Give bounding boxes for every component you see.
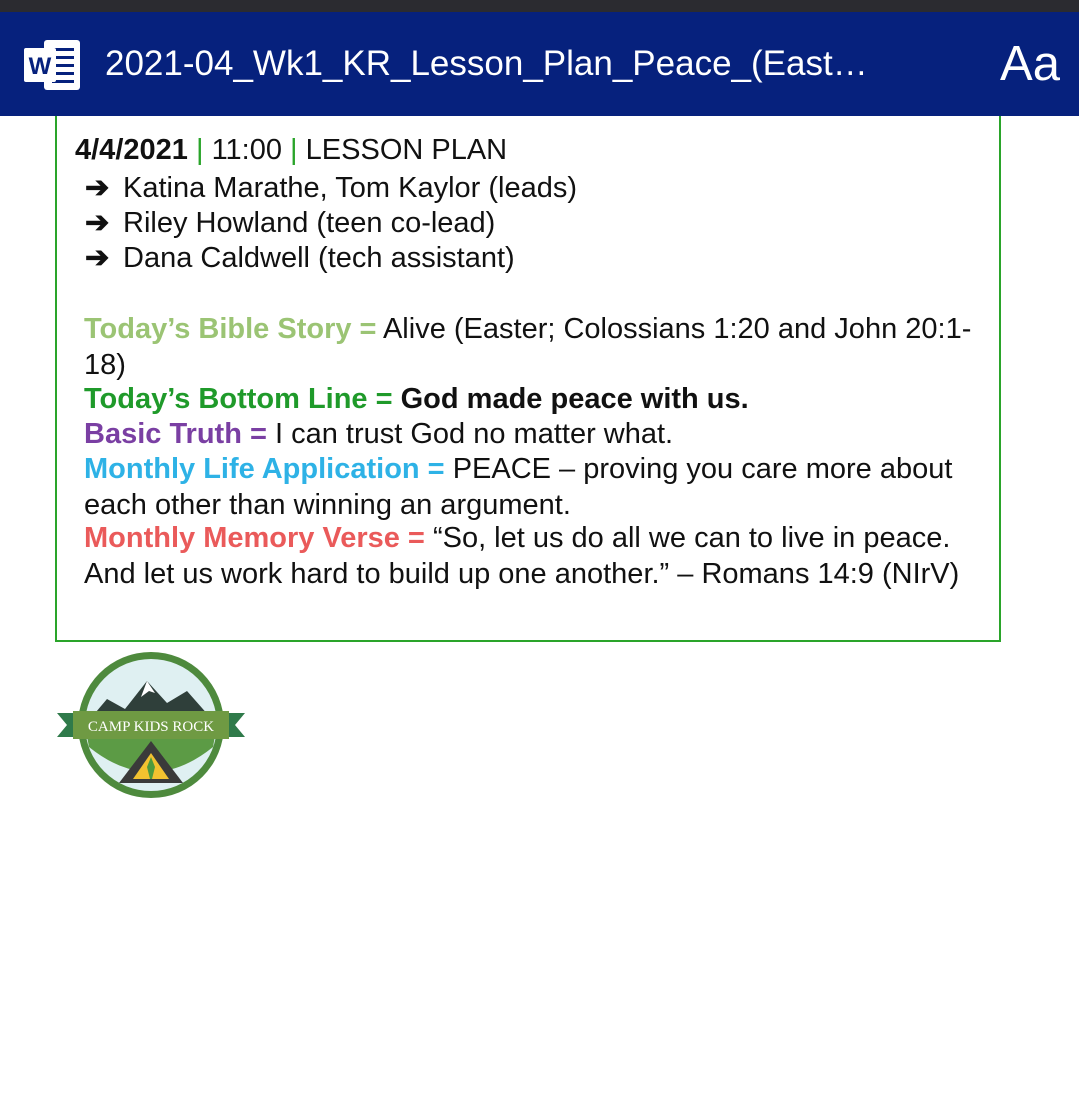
plan-date: 4/4/2021: [75, 134, 188, 166]
memory-verse-value: “So, let us do all we can to live in peace. And let us work hard to build up one another.” – Romans 14:9 (NIrV): [84, 522, 960, 590]
bible-story-value: Alive (Easter; Colossians 1:20 and John 20:1-18): [84, 313, 972, 381]
bottom-line-value: God made peace with us.: [400, 383, 749, 415]
font-size-button[interactable]: Aa: [1000, 37, 1060, 91]
lead-text: Katina Marathe, Tom Kaylor (leads): [123, 172, 578, 204]
separator: |: [290, 134, 298, 166]
life-application: [84, 451, 979, 523]
lesson-plan-box: [55, 116, 1001, 642]
life-application-key: Monthly Life Application =: [84, 453, 445, 485]
camp-kids-rock-logo: [55, 647, 247, 803]
document-title: 2021-04_Wk1_KR_Lesson_Plan_Peace_(East…: [105, 44, 868, 83]
lead-text: Dana Caldwell (tech assistant): [123, 242, 515, 274]
bible-story: [84, 311, 979, 383]
lead-item: [85, 205, 495, 241]
bible-story-key: Today’s Bible Story =: [84, 313, 377, 345]
logo-text: CAMP KIDS ROCK: [87, 719, 215, 735]
bottom-line-key: Today’s Bottom Line =: [84, 383, 393, 415]
arrow-right-icon: ➔: [85, 207, 110, 239]
basic-truth-key: Basic Truth =: [84, 418, 267, 450]
word-document-icon[interactable]: [22, 34, 84, 96]
bottom-line: [84, 381, 979, 417]
lead-item: [85, 170, 577, 206]
separator: |: [195, 134, 204, 166]
plan-header: [75, 132, 507, 168]
memory-verse-key: Monthly Memory Verse =: [84, 522, 425, 554]
lead-text: Riley Howland (teen co-lead): [123, 207, 496, 239]
basic-truth-value: I can trust God no matter what.: [274, 418, 674, 450]
word-icon-letter: W: [28, 53, 52, 80]
plan-label: LESSON PLAN: [305, 134, 508, 166]
arrow-right-icon: ➔: [85, 172, 110, 204]
status-strip: [0, 0, 1079, 12]
plan-time: 11:00: [211, 134, 282, 166]
memory-verse: [84, 520, 979, 592]
arrow-right-icon: ➔: [85, 242, 110, 274]
app-bar: [0, 12, 1079, 116]
lead-item: [85, 240, 515, 276]
life-application-value: PEACE – proving you care more about each other than winning an argument.: [84, 453, 953, 521]
basic-truth: [84, 416, 979, 452]
